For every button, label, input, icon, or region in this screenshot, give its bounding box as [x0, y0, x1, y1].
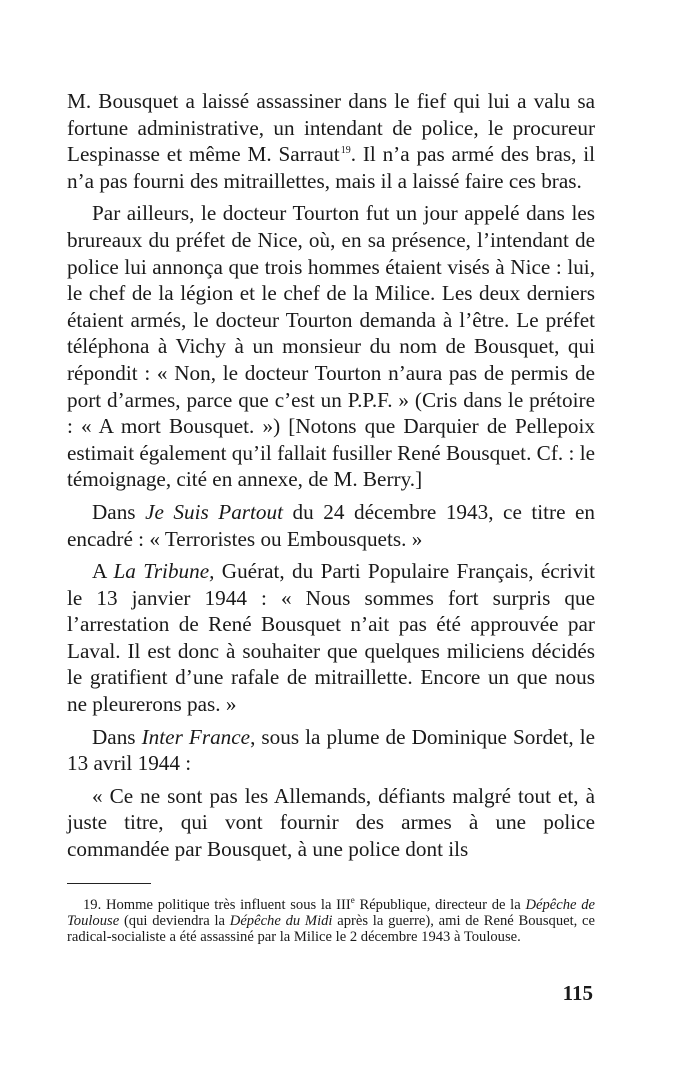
text-span: Dans	[92, 499, 146, 524]
paragraph	[67, 499, 595, 552]
text-span: Dans	[92, 724, 142, 749]
paragraph	[67, 200, 595, 493]
publication-title: La Tribune,	[113, 559, 215, 584]
text-span: . Il n’a pas armé des bras, il n’a pas fourni des mitraillettes, mais il a laissé faire ces bras.	[67, 142, 596, 193]
footnote-divider	[67, 883, 151, 884]
text-span: 19. Homme politique très influent sous la III	[83, 896, 351, 913]
publication-title: Dépêche du Midi	[229, 913, 333, 930]
footnote	[67, 892, 595, 945]
text-span: , sous la plume de Dominique Sordet, le 13 avril 1944 :	[67, 724, 595, 776]
publication-title: Je Suis Partout	[145, 499, 284, 524]
page-number: 115	[562, 981, 593, 1005]
paragraph	[67, 783, 595, 863]
superscript: e	[350, 895, 355, 905]
body-text	[67, 88, 595, 863]
text-span: Guérat, du Parti Populaire Français, écrivit le 13 janvier 1944 : « Nous sommes fort surpris que l’arrestation de René Bousquet n’ait pas été approuvée par Laval. Il est donc à souhaiter que quelques miliciens décidés le gratifient d’une rafale de mitraillette. Encore un que nous ne pleurerons pas. »	[67, 559, 596, 717]
publication-title: Inter France	[141, 724, 251, 749]
text-span: « Ce ne sont pas les Allemands, défiants malgré tout et, à juste titre, qui vont fournir des armes à une police commandée par Bousquet, à une police dont ils	[67, 783, 595, 862]
book-page	[67, 88, 595, 1048]
text-span: du 24 décembre 1943, ce titre en encadré : « Terroristes ou Embousquets. »	[67, 499, 596, 551]
text-span: République, directeur de la	[354, 896, 526, 913]
text-span: M. Bousquet a laissé assassiner dans le fief qui lui a valu sa fortune administrative, un intendant de police, le procureur Lespinasse et même M. Sarraut	[67, 89, 595, 167]
text-span: après la guerre), ami de René Bousquet, ce radical-socialiste a été assassiné par la Milice le 2 décembre 1943 à Toulouse.	[67, 913, 596, 946]
text-span: (qui deviendra la	[119, 913, 230, 930]
footnote-reference: 19	[340, 145, 351, 157]
publication-title: Dépêche de Toulouse	[67, 896, 595, 930]
text-span: A	[92, 559, 114, 584]
paragraph	[67, 558, 595, 718]
text-span: Par ailleurs, le docteur Tourton fut un jour appelé dans les brureaux du préfet de Nice, où, en sa présence, l’intendant de police lui annonça que trois hommes étaient visés à Nice : lui, le chef de la légion et le chef de la Milice. Les deux derniers étaient armés, le docteur Tourton demanda à l’être. Le préfet téléphona à Vichy à un monsieur du nom de Bousquet, qui répondit : « Non, le docteur Tourton n’aura pas de permis de port d’armes, parce que c’est un P.P.F. » (Cris dans le prétoire : « A mort Bousquet. ») [Notons que Darquier de Pellepoix estimait également qu’il fallait fusiller René Bousquet. Cf. : le témoignage, cité en annexe, de M. Berry.]	[67, 201, 595, 492]
paragraph	[67, 724, 595, 777]
paragraph	[67, 88, 595, 194]
